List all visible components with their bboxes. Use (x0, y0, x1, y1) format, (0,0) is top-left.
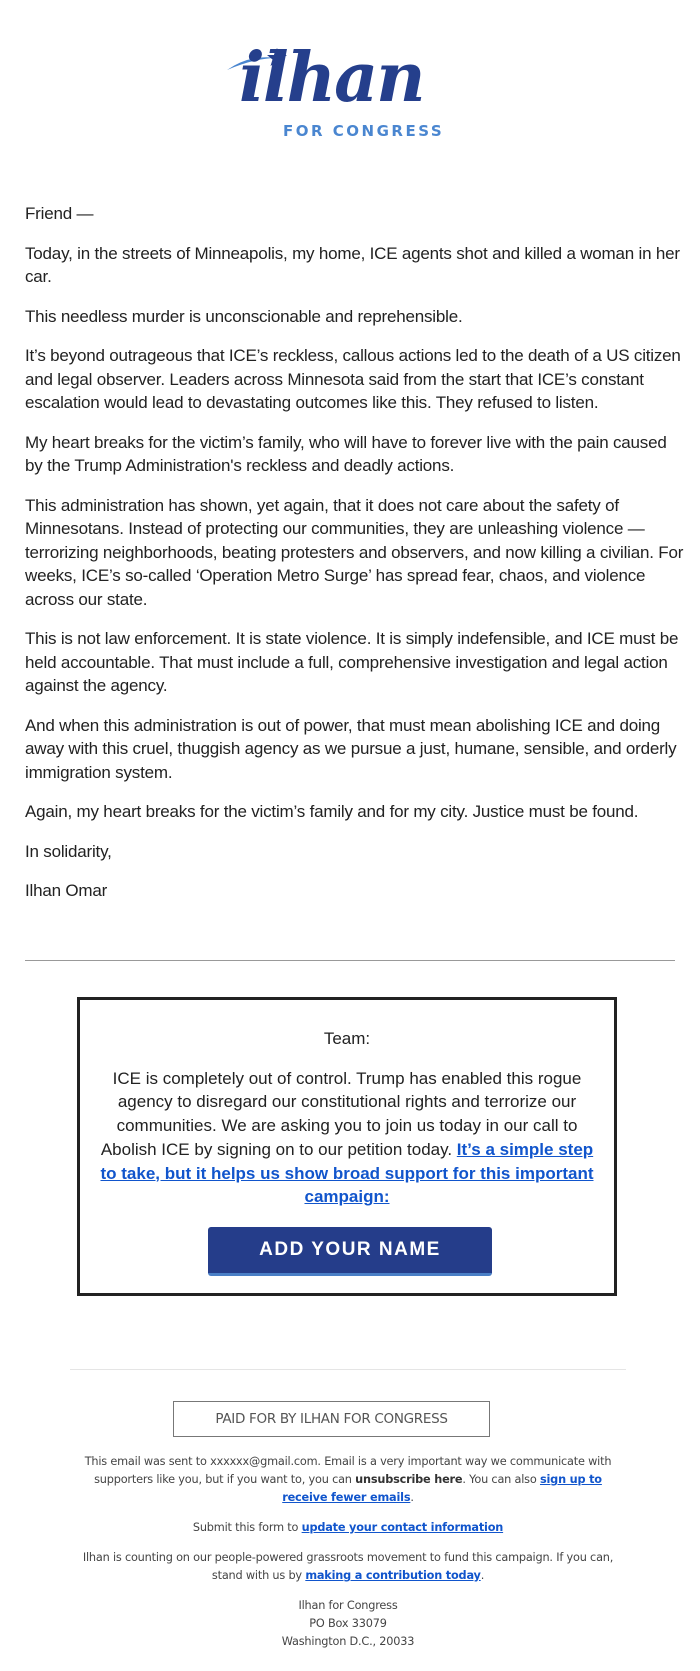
unsubscribe-link[interactable]: unsubscribe here (355, 1473, 463, 1486)
petition-callout (77, 997, 617, 1296)
greeting: Friend — (25, 204, 94, 223)
footer-text: . (410, 1491, 414, 1504)
ilhan-for-congress-logo (225, 38, 475, 144)
footer-text: . You can also (462, 1473, 540, 1486)
footer-text: This email was sent to (84, 1455, 211, 1468)
paragraph: This administration has shown, yet again, that it does not care about the safety of Minnesotans. Instead of protecting our communities, they are unleashing violence — terrorizing neighborhoods, beating protesters and observers, and now killing a civilian. For weeks, ICE’s so-called ‘Operation Metro Surge’ has spread fear, chaos, and violence across our state. (25, 495, 684, 609)
address-line: Ilhan for Congress (298, 1599, 398, 1612)
callout-text (94, 1067, 600, 1209)
contribute-link[interactable]: making a contribution today (305, 1569, 481, 1582)
footer-text: Ilhan is counting on our people-powered grassroots movement to fund this campaign. If you can, stand with us by (82, 1551, 614, 1582)
footer-text: . Email is a very important way we communicate with supporters like you, but if you want to, you can (94, 1455, 612, 1486)
fewer-emails-link[interactable]: sign up to receive fewer emails (282, 1473, 602, 1504)
paid-for-disclaimer: PAID FOR BY ILHAN FOR CONGRESS (173, 1401, 490, 1437)
footer-text: . (480, 1569, 485, 1582)
callout-body: ICE is completely out of control. Trump has enabled this rogue agency to disregard our constitutional rights and terrorize our communities. We are asking you to join us today in our call to Abolish ICE by signing on to our petition today. (100, 1068, 582, 1159)
footer-update-contact (70, 1519, 626, 1537)
footer (70, 1453, 626, 1663)
mailing-address (70, 1597, 626, 1651)
petition-link[interactable]: It’s a simple step to take, but it helps us show broad support for this important campaign: (100, 1139, 594, 1207)
paragraph: My heart breaks for the victim’s family, who will have to forever live with the pain caused by the Trump Administration's reckless and deadly actions. (25, 432, 667, 475)
recipient-email: xxxxxx@gmail.com (210, 1455, 318, 1468)
logo-subtitle: FOR CONGRESS (283, 122, 445, 140)
footer-email-notice (70, 1453, 626, 1507)
footer-text: Submit this form to (192, 1521, 302, 1534)
footer-divider (70, 1369, 626, 1370)
address-line: PO Box 33079 (309, 1617, 387, 1630)
footer-contribute (70, 1549, 626, 1585)
paragraph: Today, in the streets of Minneapolis, my home, ICE agents shot and killed a woman in her car. (25, 243, 680, 286)
update-contact-link[interactable]: update your contact information (301, 1521, 504, 1534)
signature: Ilhan Omar (25, 881, 108, 900)
paragraph: And when this administration is out of power, that must mean abolishing ICE and doing away with this cruel, thuggish agency as we pursue a just, humane, sensible, and orderly immigration system. (25, 715, 677, 782)
paragraph: This needless murder is unconscionable and reprehensible. (25, 306, 463, 326)
logo-wordmark: ilhan (239, 38, 424, 118)
paragraph: This is not law enforcement. It is state violence. It is simply indefensible, and ICE must be held accountable. That must include a full, comprehensive investigation and legal action against the agency. (25, 629, 679, 695)
callout-heading: Team: (323, 1029, 371, 1048)
signoff: In solidarity, (25, 841, 112, 861)
paragraph: It’s beyond outrageous that ICE’s reckless, callous actions led to the death of a US citizen and legal observer. Leaders across Minnesota said from the start that ICE’s constant escalation would lead to devastating outcomes like this. They refused to listen. (25, 346, 681, 412)
divider (25, 960, 675, 961)
add-your-name-button[interactable]: ADD YOUR NAME (208, 1227, 492, 1276)
email-body (25, 202, 687, 919)
address-line: Washington D.C., 20033 (281, 1635, 415, 1648)
paragraph: Again, my heart breaks for the victim’s family and for my city. Justice must be found. (25, 802, 639, 821)
